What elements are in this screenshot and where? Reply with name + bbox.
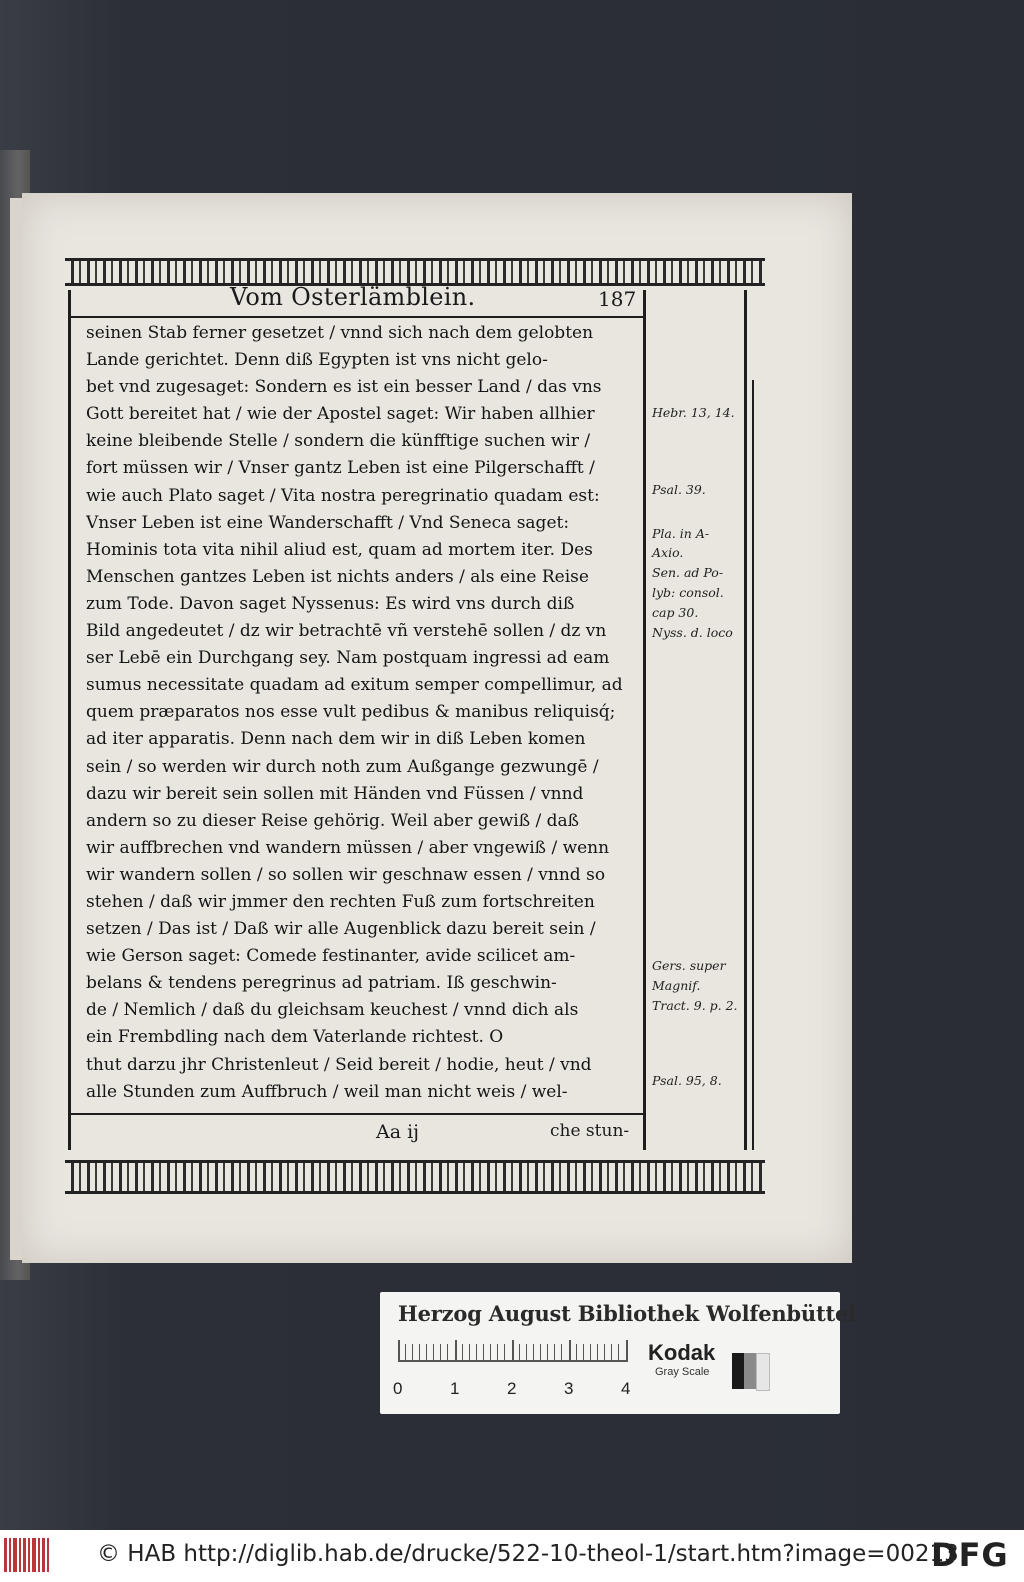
ruler-tick: [483, 1344, 484, 1360]
ruler-major-tick: [455, 1340, 457, 1362]
text-line: zum Tode. Davon saget Nyssenus: Es wird vns durch diß: [86, 593, 575, 614]
margin-note: Magnif.: [652, 978, 701, 993]
gray-swatch-white: [756, 1353, 770, 1391]
gray-swatch-black: [732, 1353, 744, 1389]
text-line: bet vnd zugesaget: Sondern es ist ein besser Land / das vns: [86, 377, 602, 398]
ruler-tick: [604, 1344, 605, 1360]
margin-note: cap 30.: [652, 605, 699, 620]
ruler-tick: [469, 1344, 470, 1360]
library-scale-card: [380, 1292, 856, 1414]
ruler-tick: [526, 1344, 527, 1360]
text-line: sumus necessitate quadam ad exitum semper compellimur, ad: [86, 675, 623, 696]
top-ornament-border: [65, 258, 765, 286]
ruler-tick: [597, 1344, 598, 1360]
footer-bar: [0, 1530, 1024, 1582]
margin-note: Axio.: [652, 545, 684, 560]
text-line: setzen / Das ist / Daß wir alle Augenblick dazu bereit sein /: [86, 919, 596, 940]
margin-note: Pla. in A-: [652, 526, 710, 541]
ruler-tick: [490, 1344, 491, 1360]
text-line: belans & tendens peregrinus ad patriam. Iß geschwin-: [86, 973, 557, 994]
text-line: Vnser Leben ist eine Wanderschafft / Vnd Seneca saget:: [86, 512, 570, 533]
ruler-major-tick: [512, 1340, 514, 1362]
text-line: alle Stunden zum Auffbruch / weil man nicht weis / wel-: [86, 1081, 568, 1102]
ruler-tick: [476, 1344, 477, 1360]
text-line: seinen Stab ferner gesetzet / vnnd sich nach dem gelobten: [86, 323, 594, 343]
ruler-tick: [497, 1344, 498, 1360]
text-line: Menschen gantzes Leben ist nichts anders / als eine Reise: [86, 566, 589, 587]
ruler-major-tick: [398, 1340, 400, 1362]
gray-scale-label: Gray Scale: [655, 1366, 710, 1378]
text-line: sein / so werden wir durch noth zum Außgange gezwungē /: [86, 756, 599, 777]
ruler-tick: [405, 1344, 406, 1360]
margin-note: Psal. 95, 8.: [652, 1073, 722, 1088]
text-line: wie Gerson saget: Comede festinanter, avide scilicet am-: [86, 946, 576, 967]
ruler-tick: [561, 1344, 562, 1360]
frame-left-rule: [68, 290, 71, 1150]
text-line: Hominis tota vita nihil aliud est, quam ad mortem iter. Des: [86, 539, 593, 560]
frame-right-rule: [744, 290, 747, 1150]
foot-rule: [70, 1113, 645, 1115]
running-head: Vom Osterlämblein.: [230, 283, 476, 311]
barcode-logo: [4, 1538, 50, 1572]
margin-note: Sen. ad Po-: [652, 565, 724, 580]
ruler-tick: [447, 1344, 448, 1360]
ruler-major-tick: [569, 1340, 571, 1362]
ruler-number: 0: [393, 1379, 403, 1398]
text-line: de / Nemlich / daß du gleichsam keuchest / vnnd dich als: [86, 1000, 579, 1021]
ruler-scale: [398, 1340, 628, 1376]
ruler-tick: [533, 1344, 534, 1360]
ruler-number: 1: [450, 1379, 460, 1398]
ruler-tick: [576, 1344, 577, 1360]
ruler-tick: [540, 1344, 541, 1360]
margin-note: Nyss. d. loco: [652, 625, 733, 640]
ruler-tick: [618, 1344, 619, 1360]
signature-mark: Aa ij: [376, 1121, 420, 1143]
gray-swatch-mid: [744, 1353, 756, 1389]
text-line: wie auch Plato saget / Vita nostra peregrinatio quadam est:: [86, 485, 600, 506]
catchword: che stun-: [550, 1121, 630, 1141]
text-line: dazu wir bereit sein sollen mit Händen vnd Füssen / vnnd: [86, 783, 584, 804]
ruler-tick: [519, 1344, 520, 1360]
ruler-tick: [554, 1344, 555, 1360]
head-rule: [70, 316, 645, 318]
ruler-tick: [426, 1344, 427, 1360]
margin-note: lyb: consol.: [652, 585, 724, 600]
ruler-tick: [547, 1344, 548, 1360]
frame-right-rule-inner: [752, 380, 754, 1150]
margin-note: Hebr. 13, 14.: [652, 405, 735, 420]
dfg-logo: DFG: [931, 1536, 1009, 1574]
text-line: keine bleibende Stelle / sondern die künfftige suchen wir /: [86, 431, 591, 452]
body-text: [86, 320, 641, 1106]
text-line: ser Lebē ein Durchgang sey. Nam postquam ingressi ad eam: [86, 648, 610, 669]
text-line: andern so zu dieser Reise gehörig. Weil aber gewiß / daß: [86, 810, 579, 831]
text-line: Bild angedeutet / dz wir betrachtē vñ verstehē sollen / dz vn: [86, 621, 607, 642]
ruler-major-tick: [626, 1340, 628, 1362]
ruler-number: 3: [564, 1379, 574, 1398]
text-line: ein Frembdling nach dem Vaterlande richtest. O: [86, 1027, 504, 1048]
page-number: 187: [598, 287, 637, 311]
text-line: wir wandern sollen / so sollen wir geschnaw essen / vnnd so: [86, 864, 606, 885]
frame-margin-rule: [643, 290, 646, 1150]
ruler-tick: [440, 1344, 441, 1360]
ruler-tick: [590, 1344, 591, 1360]
margin-note: Tract. 9. p. 2.: [652, 998, 738, 1013]
footer-credit-link[interactable]: © HAB http://diglib.hab.de/drucke/522-10-theol-1/start.htm?image=00213: [97, 1541, 959, 1567]
text-line: thut darzu jhr Christenleut / Seid bereit / hodie, heut / vnd: [86, 1054, 592, 1075]
ruler-tick: [583, 1344, 584, 1360]
text-line: Lande gerichtet. Denn diß Egypten ist vns nicht gelo-: [86, 350, 548, 371]
library-name: Herzog August Bibliothek Wolfenbüttel: [398, 1301, 856, 1326]
ruler-tick: [504, 1344, 505, 1360]
text-line: Gott bereitet hat / wie der Apostel saget: Wir haben allhier: [86, 404, 595, 425]
text-line: stehen / daß wir jmmer den rechten Fuß zum fortschreiten: [86, 891, 595, 912]
ruler-tick: [412, 1344, 413, 1360]
margin-note: Gers. super: [652, 958, 726, 973]
bottom-ornament-border: [65, 1160, 765, 1194]
ruler-tick: [419, 1344, 420, 1360]
text-line: fort müssen wir / Vnser gantz Leben ist eine Pilgerschafft /: [86, 458, 595, 479]
ruler-tick: [462, 1344, 463, 1360]
text-line: quem præparatos nos esse vult pedibus & manibus reliquisq́;: [86, 702, 616, 723]
margin-note: Psal. 39.: [652, 482, 706, 497]
text-line: ad iter apparatis. Denn nach dem wir in diß Leben komen: [86, 729, 586, 750]
text-line: wir auffbrechen vnd wandern müssen / aber vngewiß / wenn: [86, 837, 610, 858]
ruler-tick: [433, 1344, 434, 1360]
ruler-number: 4: [621, 1379, 631, 1398]
ruler-tick: [611, 1344, 612, 1360]
kodak-logo: Kodak: [648, 1340, 716, 1365]
ruler-number: 2: [507, 1379, 517, 1398]
